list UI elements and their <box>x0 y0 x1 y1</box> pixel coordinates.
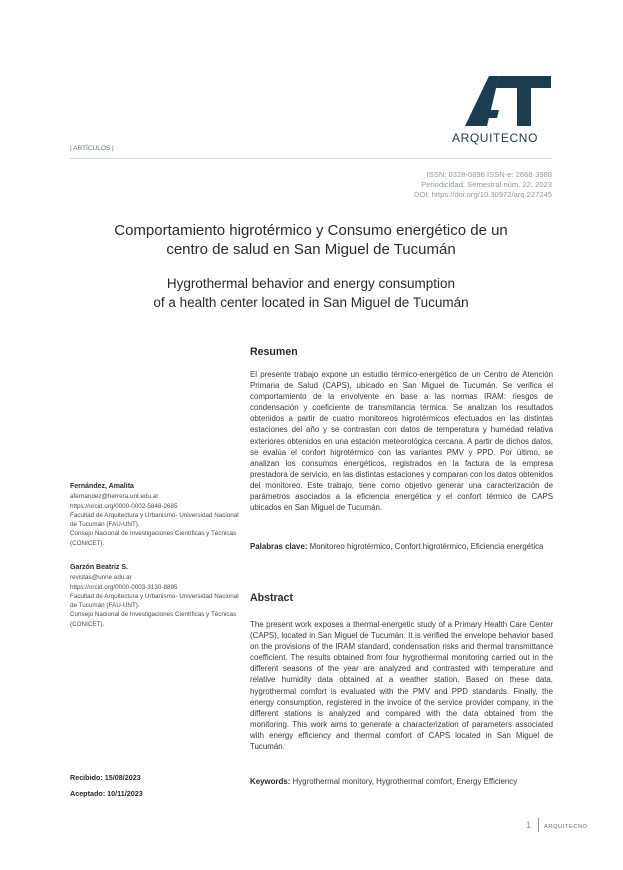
issn-line: ISSN: 0328-0896 ISSN-e: 2668-3988 <box>426 170 552 179</box>
palabras-clave-values: Monitoreo higrotérmico, Confort higrotérmico, Eficiencia energética <box>307 542 544 551</box>
header-divider <box>70 158 552 159</box>
logo-letter-a <box>465 76 499 126</box>
author-block <box>70 563 245 629</box>
logo-letter-t-stem <box>517 86 531 126</box>
logo-letter-a-bar <box>477 110 499 118</box>
title-en-line-2: of a health center located in San Miguel de Tucumán <box>153 295 469 310</box>
title-en-line-1: Hygrothermal behavior and energy consumption <box>166 276 456 291</box>
author-affiliation: Facultad de Arquitectura y Urbanismo- Universidad Nacional de Tucumán (FAU-UNT). <box>70 592 239 610</box>
abstract-body: The present work exposes a thermal-energetic study of a Primary Health Care Center (CAPS), located in San Miguel de Tucumán. It is verified the envelope behavior based on the provisions of the IRAM standard, condensation risks and thermal transmittance coefficient. The results obtained from four hygrothermal monitoring carried out in the different seasons of the year are analyzed and contrasted with temperature and relative humidity data obtained at a weather station. Based on these data, hygrothermal comfort is evaluated with the PMV and PPD standards. Finally, the energy consumption, registered in the invoice of the service provider company, in the different stations is analyzed and compared with the data obtained from the monitoring. This work aims to generate a characterization of parameters associated with energy efficiency and thermal comfort of CAPS located in San Miguel de Tucumán. <box>250 620 553 752</box>
keywords-label: Keywords: <box>250 777 291 786</box>
resumen-heading: Resumen <box>250 346 298 358</box>
author-name: Fernández, Amalita <box>70 483 134 490</box>
footer-brand: ARQUITECNO <box>544 824 588 830</box>
periodicity-line: Periodicidad: Semestral núm. 22, 2023 <box>421 180 552 190</box>
issn-block <box>414 170 552 201</box>
keywords <box>250 776 553 787</box>
author-email[interactable]: afernandez@herrera.unt.edu.ar <box>70 493 159 501</box>
author-block <box>70 482 245 548</box>
page-number: 1 <box>526 820 532 830</box>
author-name: Garzón Beatriz S. <box>70 564 128 571</box>
abstract-heading: Abstract <box>250 592 293 604</box>
author-email[interactable]: revistas@unne.edu.ar <box>70 574 132 582</box>
palabras-clave <box>250 541 553 552</box>
received-date: Recibido: 15/08/2023 <box>70 773 141 782</box>
brand-name: ARQUITECNO <box>452 131 539 145</box>
arquitecno-logo <box>465 70 551 130</box>
author-orcid[interactable]: https://orcid.org/0000-0003-3130-8895 <box>70 583 178 591</box>
keywords-values: Hygrothermal monitory, Hygrothermal comfort, Energy Efficiency <box>290 777 518 786</box>
author-affiliation: Facultad de Arquitectura y Urbanismo- Universidad Nacional de Tucumán (FAU-UNT). <box>70 511 239 529</box>
title-es-line-1: Comportamiento higrotérmico y Consumo energético de un <box>114 222 508 239</box>
doi-line[interactable]: DOI: https://doi.org/10.30972/arq.227245 <box>413 190 552 200</box>
section-tag: | ARTÍCULOS | <box>70 145 114 152</box>
footer-divider <box>538 818 539 832</box>
author-orcid[interactable]: https://orcid.org/0000-0002-5848-2685 <box>70 502 178 510</box>
author-affiliation: Consejo Nacional de Investigaciones Científicas y Técnicas (CONICET). <box>70 530 237 547</box>
resumen-body: El presente trabajo expone un estudio térmico-energético de un Centro de Atención Primaria de Salud (CAPS), ubicado en San Miguel de Tucumán. Se verifica el comportamiento de la envolvente en base a las normas IRAM: riesgos de condensación y coeficiente de transmitancia térmica. Se analizan los resultados obtenidos a partir de cuatro monitoreos higrotérmicos efectuados en las distintas estaciones del año y se contrastan con datos de temperatura y humedad relativa exteriores obtenidos en una estación meteorológica cercana. A partir de dichos datos, se evalúa el confort higrotérmico con las variantes PMV y PPD. Por último, se analizan los consumos energéticos, registrados en la factura de la empresa prestadora de servicio, en las distintas estaciones y comparan con los datos obtenidos del monitoreo. Este trabajo, tiene como objetivo generar una caracterización de parámetros asociados a la eficiencia energética y el confort térmico de CAPS ubicados en San Miguel de Tucumán. <box>250 370 553 513</box>
title-es-line-2: centro de salud en San Miguel de Tucumán <box>166 241 456 258</box>
accepted-date: Aceptado: 10/11/2023 <box>70 789 143 798</box>
author-affiliation: Consejo Nacional de Investigaciones Científicas y Técnicas (CONICET). <box>70 611 237 628</box>
article-title-es <box>90 221 532 259</box>
palabras-clave-label: Palabras clave: <box>250 542 308 551</box>
article-title-en <box>90 274 532 312</box>
